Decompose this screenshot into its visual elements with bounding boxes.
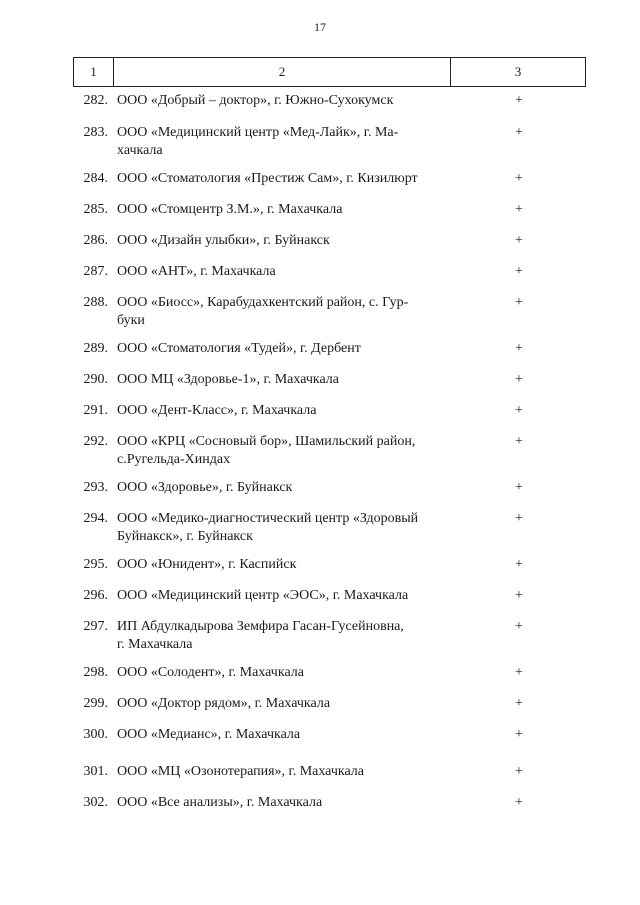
- entry-name: [117, 170, 447, 188]
- entry-mark: +: [515, 511, 523, 526]
- entry-name-line: ООО «Биосс», Карабудахкентский район, с. Гур-: [117, 295, 409, 310]
- entry-name: [117, 618, 447, 654]
- entry-name-line: ООО «Дент-Класс», г. Махачкала: [117, 403, 317, 418]
- entry-name: [117, 124, 447, 160]
- entry-name: [117, 510, 447, 546]
- entry-name: [117, 587, 447, 605]
- page-number: 17: [314, 20, 326, 34]
- entry-name: [117, 433, 447, 469]
- entry-number: 301.: [83, 764, 108, 779]
- entry-name-line: ИП Абдулкадырова Земфира Гасан-Гусейновна,: [117, 619, 404, 634]
- entry-number: 292.: [83, 434, 108, 449]
- entry-name-line: ООО «Медицинский центр «Мед-Лайк», г. Ма-: [117, 125, 399, 140]
- entry-name-line: ООО «Юнидент», г. Каспийск: [117, 557, 297, 572]
- entry-mark: +: [515, 125, 523, 140]
- entry-number: 293.: [83, 480, 108, 495]
- entry-number: 284.: [83, 171, 108, 186]
- entry-name-line: ООО «Стомцентр З.М.», г. Махачкала: [117, 202, 343, 217]
- entry-number: 295.: [83, 557, 108, 572]
- entry-number: 289.: [83, 341, 108, 356]
- entry-mark: +: [515, 264, 523, 279]
- entry-name: [117, 263, 447, 281]
- entry-mark: +: [515, 795, 523, 810]
- entry-name-line: ООО «КРЦ «Сосновый бор», Шамильский район,: [117, 434, 416, 449]
- entry-name-line: ООО «АНТ», г. Махачкала: [117, 264, 276, 279]
- entry-name-line: ООО «Стоматология «Тудей», г. Дербент: [117, 341, 361, 356]
- entry-number: 296.: [83, 588, 108, 603]
- entry-name-line: Буйнакск», г. Буйнакск: [117, 529, 253, 544]
- entry-name: [117, 479, 447, 497]
- entry-number: 302.: [83, 795, 108, 810]
- entry-number: 300.: [83, 727, 108, 742]
- entry-number: 285.: [83, 202, 108, 217]
- entry-number: 287.: [83, 264, 108, 279]
- entry-mark: +: [515, 764, 523, 779]
- entry-mark: +: [515, 202, 523, 217]
- entry-mark: +: [515, 403, 523, 418]
- entry-name: [117, 201, 447, 219]
- entry-name: [117, 371, 447, 389]
- entry-name: [117, 794, 447, 812]
- entry-mark: +: [515, 434, 523, 449]
- entry-number: 299.: [83, 696, 108, 711]
- entry-mark: +: [515, 233, 523, 248]
- entry-mark: +: [515, 665, 523, 680]
- entry-mark: +: [515, 557, 523, 572]
- entry-name-line: ООО «МЦ «Озонотерапия», г. Махачкала: [117, 764, 365, 779]
- entry-mark: +: [515, 171, 523, 186]
- entry-mark: +: [515, 727, 523, 742]
- entry-number: 290.: [83, 372, 108, 387]
- entry-name: [117, 232, 447, 250]
- entry-mark: +: [515, 341, 523, 356]
- entry-number: 297.: [83, 619, 108, 634]
- entry-mark: +: [515, 93, 523, 108]
- entry-name: [117, 695, 447, 713]
- entry-name: [117, 402, 447, 420]
- column-header-2: 2: [114, 58, 451, 87]
- entry-name-line: ООО «Доктор рядом», г. Махачкала: [117, 696, 331, 711]
- entry-name: [117, 664, 447, 682]
- column-header-3: 3: [451, 58, 586, 87]
- entry-number: 294.: [83, 511, 108, 526]
- entry-name-line: ООО «Здоровье», г. Буйнакск: [117, 480, 293, 495]
- entry-name-line: ООО «Добрый – доктор», г. Южно-Сухокумск: [117, 93, 394, 108]
- entry-name-line: ООО «Медианс», г. Махачкала: [117, 727, 301, 742]
- entry-name: [117, 726, 447, 744]
- entry-name-line: ООО МЦ «Здоровье-1», г. Махачкала: [117, 372, 340, 387]
- entry-number: 282.: [83, 93, 108, 108]
- entry-name: [117, 340, 447, 358]
- entry-mark: +: [515, 696, 523, 711]
- entry-mark: +: [515, 619, 523, 634]
- column-header-1: 1: [74, 58, 114, 87]
- entry-mark: +: [515, 295, 523, 310]
- entry-name: [117, 92, 447, 110]
- entry-number: 286.: [83, 233, 108, 248]
- entry-name: [117, 294, 447, 330]
- entry-name-line: ООО «Дизайн улыбки», г. Буйнакск: [117, 233, 330, 248]
- entry-name-line: г. Махачкала: [117, 637, 193, 652]
- entry-name-line: ООО «Медицинский центр «ЭОС», г. Махачкала: [117, 588, 409, 603]
- entry-name-line: ООО «Солодент», г. Махачкала: [117, 665, 304, 680]
- entry-name-line: ООО «Все анализы», г. Махачкала: [117, 795, 323, 810]
- entry-name-line: ООО «Медико-диагностический центр «Здоровый: [117, 511, 419, 526]
- entry-mark: +: [515, 372, 523, 387]
- entry-name-line: с.Ругельда-Хиндах: [117, 452, 231, 467]
- entry-name-line: хачкала: [117, 143, 163, 158]
- entry-mark: +: [515, 480, 523, 495]
- entry-number: 291.: [83, 403, 108, 418]
- entry-number: 283.: [83, 125, 108, 140]
- entry-name: [117, 763, 447, 781]
- entry-name-line: ООО «Стоматология «Престиж Сам», г. Кизилюрт: [117, 171, 418, 186]
- entry-name: [117, 556, 447, 574]
- entry-number: 298.: [83, 665, 108, 680]
- entry-mark: +: [515, 588, 523, 603]
- entry-name-line: буки: [117, 313, 145, 328]
- entry-number: 288.: [83, 295, 108, 310]
